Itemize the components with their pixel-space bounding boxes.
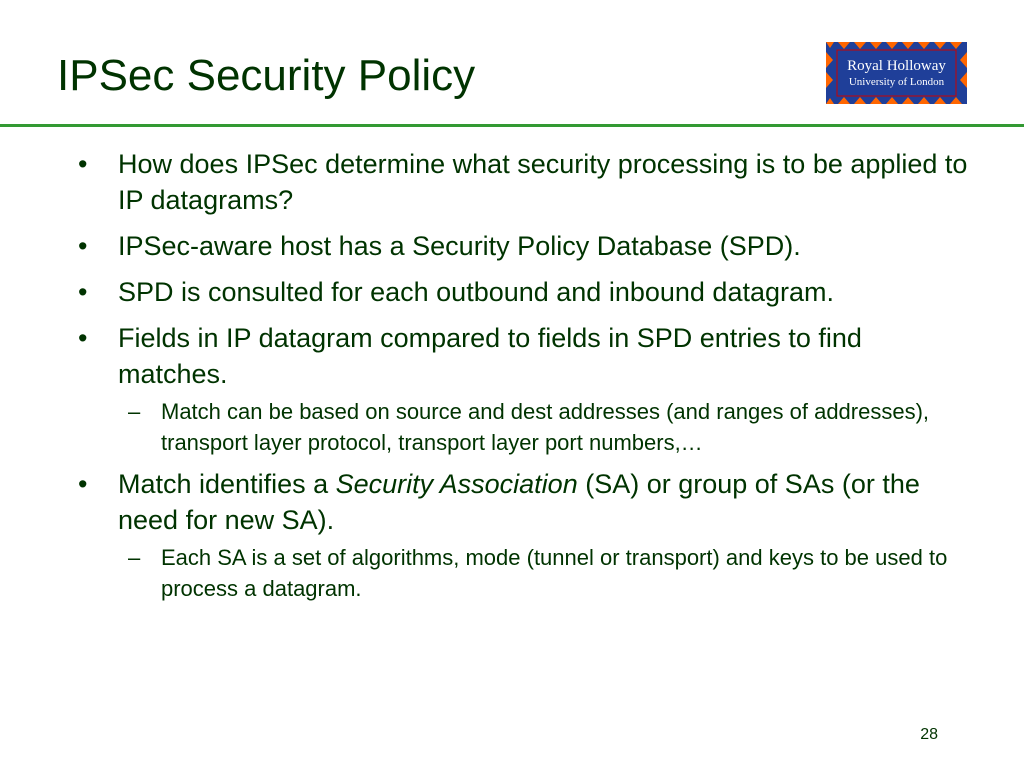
bullet-text-after: (SA) or group of SAs (or the need for new SA). [118, 469, 920, 535]
logo-line-2: University of London [848, 75, 945, 88]
sub-bullet-text: Each SA is a set of algorithms, mode (tunnel or transport) and keys to be used to process a datagram. [161, 545, 948, 601]
bullet-mark: • [78, 231, 88, 261]
logo-text [838, 50, 955, 96]
sub-bullet-item-4 [78, 396, 978, 458]
title-divider [0, 124, 1024, 127]
page-number: 28 [920, 726, 938, 743]
logo-line-1: Royal Holloway [847, 57, 946, 74]
bullet-item-2 [78, 228, 978, 264]
bullet-mark: • [78, 149, 88, 179]
bullet-text: How does IPSec determine what security processing is to be applied to IP datagrams? [118, 149, 968, 215]
bullet-text-emphasis: Security Association [335, 469, 578, 499]
sub-bullet-mark: – [128, 399, 141, 424]
bullet-mark: • [78, 277, 88, 307]
bullet-mark: • [78, 469, 88, 499]
bullet-item-1 [78, 146, 978, 218]
sub-bullet-mark: – [128, 545, 141, 570]
bullet-text: IPSec-aware host has a Security Policy Database (SPD). [118, 231, 801, 261]
bullet-item-3 [78, 274, 978, 310]
bullet-item-4 [78, 320, 978, 392]
bullet-list [78, 146, 978, 612]
bullet-text-before: Match identifies a [118, 469, 336, 499]
sub-bullet-item-5 [78, 542, 978, 604]
bullet-text: Fields in IP datagram compared to fields in SPD entries to find matches. [118, 323, 862, 389]
bullet-item-5 [78, 466, 978, 538]
bullet-text: SPD is consulted for each outbound and inbound datagram. [118, 277, 834, 307]
bullet-mark: • [78, 323, 88, 353]
royal-holloway-logo [826, 42, 967, 104]
slide-title: IPSec Security Policy [57, 51, 476, 100]
sub-bullet-text: Match can be based on source and dest addresses (and ranges of addresses), transport layer protocol, transport layer port numbers,… [161, 399, 930, 455]
